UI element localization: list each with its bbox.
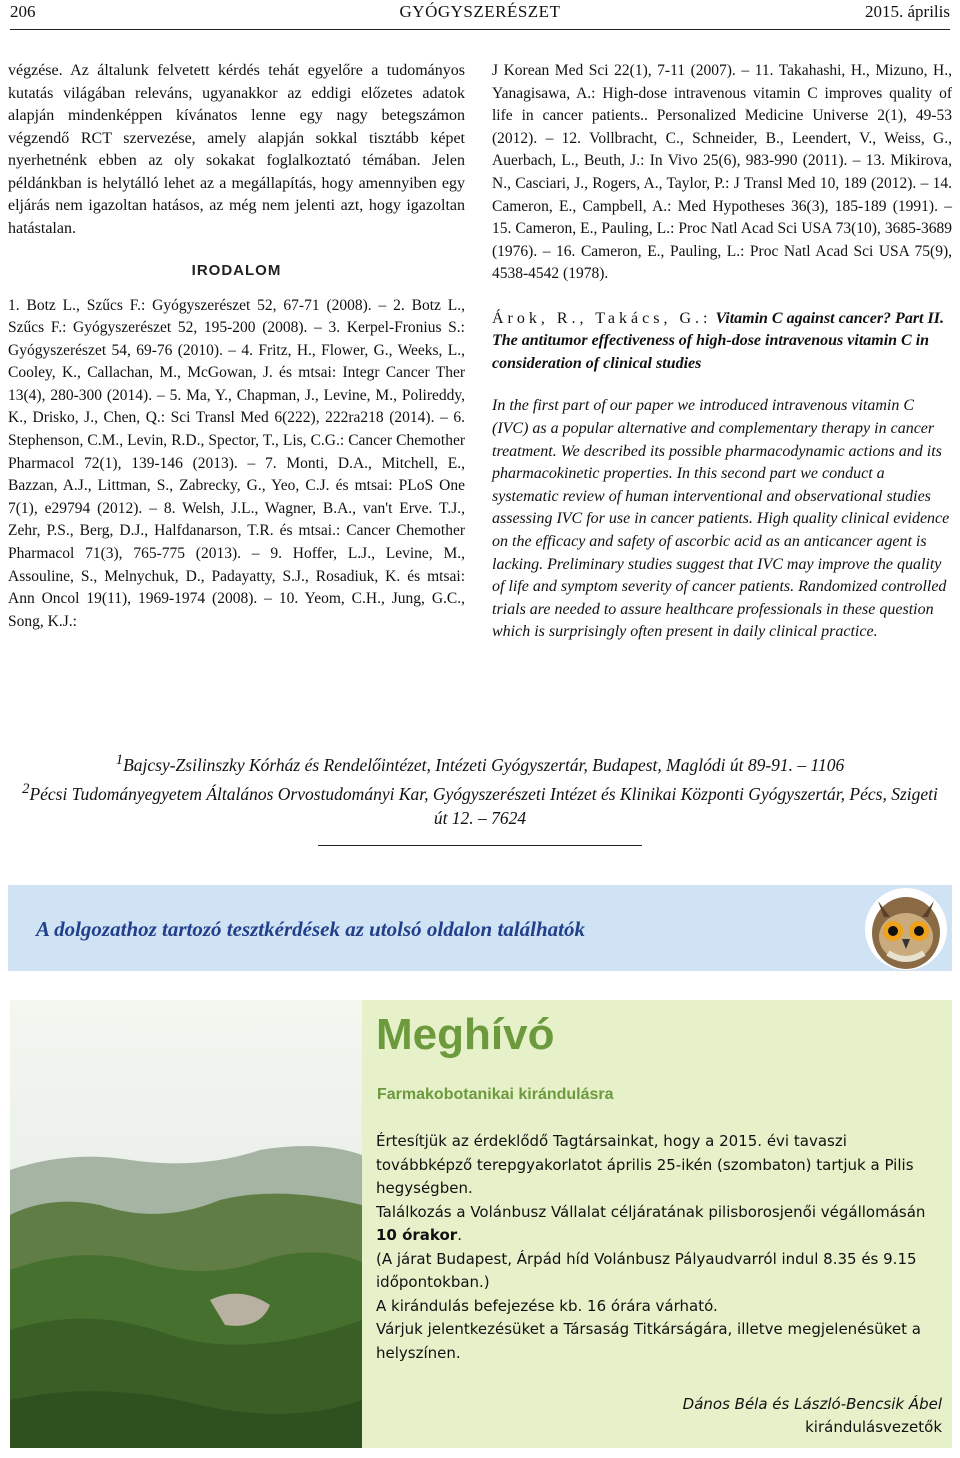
invitation-paragraph: A kirándulás befejezése kb. 16 órára várható.	[376, 1296, 718, 1315]
signature-role: kirándulásvezetők	[805, 1418, 942, 1436]
reference-item: – 7. Monti, D.A., Mitchell, E., Bazzan, A.J., Littman, S., Zabrecky, G., Yeo, C.J. és mtsai: PLoS One 7(1), e29794 (2012).	[8, 454, 465, 517]
owl-icon	[864, 887, 948, 971]
affiliation-2	[20, 777, 940, 830]
invitation-paragraph: Várjuk jelentkezésüket a Társaság Titkárságára, illetve megjelenésüket a helyszínen.	[376, 1320, 921, 1362]
invitation-paragraph	[376, 1201, 944, 1248]
reference-item: – 9. Hoffer, L.J., Levine, M., Assouline, S., Melnychuk, D., Padayatty, S.J., Rosadiuk, K. és mtsai: Ann Oncol 19(11), 1969-1974 (2008).	[8, 545, 465, 608]
invitation-signature	[683, 1393, 942, 1439]
reference-item: – 3. Kerpel-Fronius S.: Gyógyszerészet 54, 69-76 (2010).	[8, 319, 465, 359]
affiliations	[20, 748, 940, 830]
reference-item: – 12. Vollbracht, C., Schneider, B., Leendert, V., Weiss, G., Auerbach, L., Beuth, J.: In Vivo 25(6), 983-990 (2011).	[492, 129, 952, 170]
test-questions-banner	[8, 885, 952, 971]
references-heading: IRODALOM	[191, 262, 282, 279]
reference-item: – 6. Stephenson, C.M., Levin, R.D., Spector, T., Lis, C.G.: Cancer Chemother Pharmacol 72(1), 139-146 (2013).	[8, 409, 465, 472]
reference-item: – 10. Yeom, C.H., Jung, G.C., Song, K.J.:	[8, 590, 465, 630]
invitation-body	[376, 1130, 944, 1365]
page-header	[10, 0, 950, 30]
affiliation-text: Pécsi Tudományegyetem Általános Orvostudományi Kar, Gyógyszerészeti Intézet és Klinikai Központi Gyógyszertár, Pécs, Szigeti út 12. – 7624	[29, 783, 938, 828]
affiliation-mark: 2	[22, 780, 30, 797]
invitation-paragraph: (A járat Budapest, Árpád híd Volánbusz Pályaudvarról indul 8.35 és 9.15 időpontokban.)	[376, 1249, 917, 1291]
summary-title: Vitamin C against cancer? Part II. The antitumor effectiveness of high-dose intravenous vitamin C in consideration of clinical studies	[492, 309, 944, 372]
reference-item: J Korean Med Sci 22(1), 7-11 (2007).	[492, 62, 742, 79]
reference-item: – 5. Ma, Y., Chapman, J., Levine, M., Polireddy, K., Drisko, J., Chen, Q.: Sci Transl Med 6(222), 222ra218 (2014).	[8, 386, 465, 427]
summary-abstract: In the first part of our paper we introduced intravenous vitamin C (IVC) as a popular alternative and complementary therapy in cancer treatment. We described its possible pharmacodynamic actions and its pharmacokinetic properties. In this second part we conduct a systematic review of human interventional and observational studies assessing IVC for use in cancer patients. High quality clinical evidence on the efficacy and safety of ascorbic acid as an anticancer agent is lacking. Preliminary studies suggest that IVC may improve the quality of life and symptom severity of cancer patients. Randomized controlled trials are needed to assure healthcare professionals in these question which is surprisingly often present in daily clinical practice.	[492, 397, 950, 641]
meeting-text-end: .	[457, 1226, 462, 1244]
reference-item: – 11. Takahashi, H., Mizuno, H., Yanagisawa, A.: High-dose intravenous vitamin C improves quality of life in cancer patients.. Personalized Medicine Universe 2(1), 49-53 (2012).	[492, 62, 952, 147]
summary-authors: Árok, R., Takács, G.:	[492, 309, 712, 327]
references-list-right	[492, 60, 952, 286]
affiliation-1	[20, 748, 940, 777]
references-list-left	[8, 295, 465, 634]
reference-item: – 2. Botz L., Szűcs F.: Gyógyszerészet 52, 195-200 (2008).	[8, 296, 465, 337]
reference-item: – 13. Mikirova, N., Casciari, J., Rogers, A., Taylor, P.: J Transl Med 10, 189 (2012).	[492, 152, 952, 192]
reference-item: – 8. Welsh, J.L., Wagner, B.A., van't Erve. T.J., Zehr, P.S., Berg, D.J., Halfdanarson, T.R. és mtsai.: Cancer Chemother Pharmacol 71(3), 765-775 (2013).	[8, 499, 466, 563]
signature-names: Dános Béla és László-Bencsik Ábel	[682, 1395, 942, 1413]
affiliation-divider	[318, 845, 642, 846]
reference-item: – 15. Cameron, E., Pauling, L.: Proc Natl Acad Sci USA 73(10), 3685-3689 (1976).	[492, 197, 952, 260]
issue-date: 2015. április	[865, 2, 950, 21]
right-column	[492, 60, 952, 644]
left-column	[8, 60, 465, 633]
page-number: 206	[10, 2, 36, 21]
affiliation-mark: 1	[115, 752, 124, 768]
body-paragraph: végzése. Az általunk felvetett kérdés tehát egyelőre a tudományos kutatás világában releváns, ugyanakkor az eddigi előzetes adatok alapján mindenképpen kívánatos lenne egy nagy betegszámon végzendő RCT szervezése, amely alapján sokkal tisztább képet nyerhetnénk ebben az oly sokakat foglalkoztató témában. Jelen példánkban is helytálló lehet az a megállapítás, hogy amennyiben egy eljárás nem igazoltan hatásos, az még nem jelenti azt, hogy igazoltan hatástalan.	[8, 62, 465, 237]
english-summary-heading	[492, 308, 952, 376]
meeting-time: 10 órakor	[376, 1226, 458, 1244]
invitation-paragraph: Értesítjük az érdeklődő Tagtársainkat, hogy a 2015. évi tavaszi továbbképző terepgyakorlatot április 25-ikén (szombaton) tartjuk a Pilis hegységben.	[376, 1132, 914, 1197]
reference-item: 1. Botz L., Szűcs F.: Gyógyszerészet 52, 67-71 (2008).	[8, 296, 379, 314]
test-questions-notice: A dolgozathoz tartozó tesztkérdések az utolsó oldalon találhatók	[36, 917, 586, 941]
reference-item: – 14. Cameron, E., Campbell, A.: Med Hypotheses 36(3), 185-189 (1991).	[492, 174, 953, 215]
reference-item: – 16. Cameron, E., Pauling, L.: Proc Natl Acad Sci USA 75(9), 4538-4542 (1978).	[492, 242, 952, 283]
landscape-photo	[10, 1000, 362, 1448]
reference-item: – 4. Fritz, H., Flower, G., Weeks, L., Cooley, K., Callachan, M., McGowan, J. és mtsai: Integr Cancer Ther 13(4), 280-300 (2014).	[8, 341, 465, 404]
invitation-subtitle: Farmakobotanikai kirándulásra	[377, 1086, 614, 1103]
journal-title: GYÓGYSZERÉSZET	[399, 2, 561, 21]
meeting-text: Találkozás a Volánbusz Vállalat céljáratának pilisborosjenői végállomásán	[376, 1202, 926, 1221]
invitation-title: Meghívó	[376, 1010, 555, 1059]
affiliation-text: Bajcsy-Zsilinszky Kórház és Rendelőintézet, Intézeti Gyógyszertár, Budapest, Maglódi út 89-91. – 1106	[123, 754, 845, 775]
